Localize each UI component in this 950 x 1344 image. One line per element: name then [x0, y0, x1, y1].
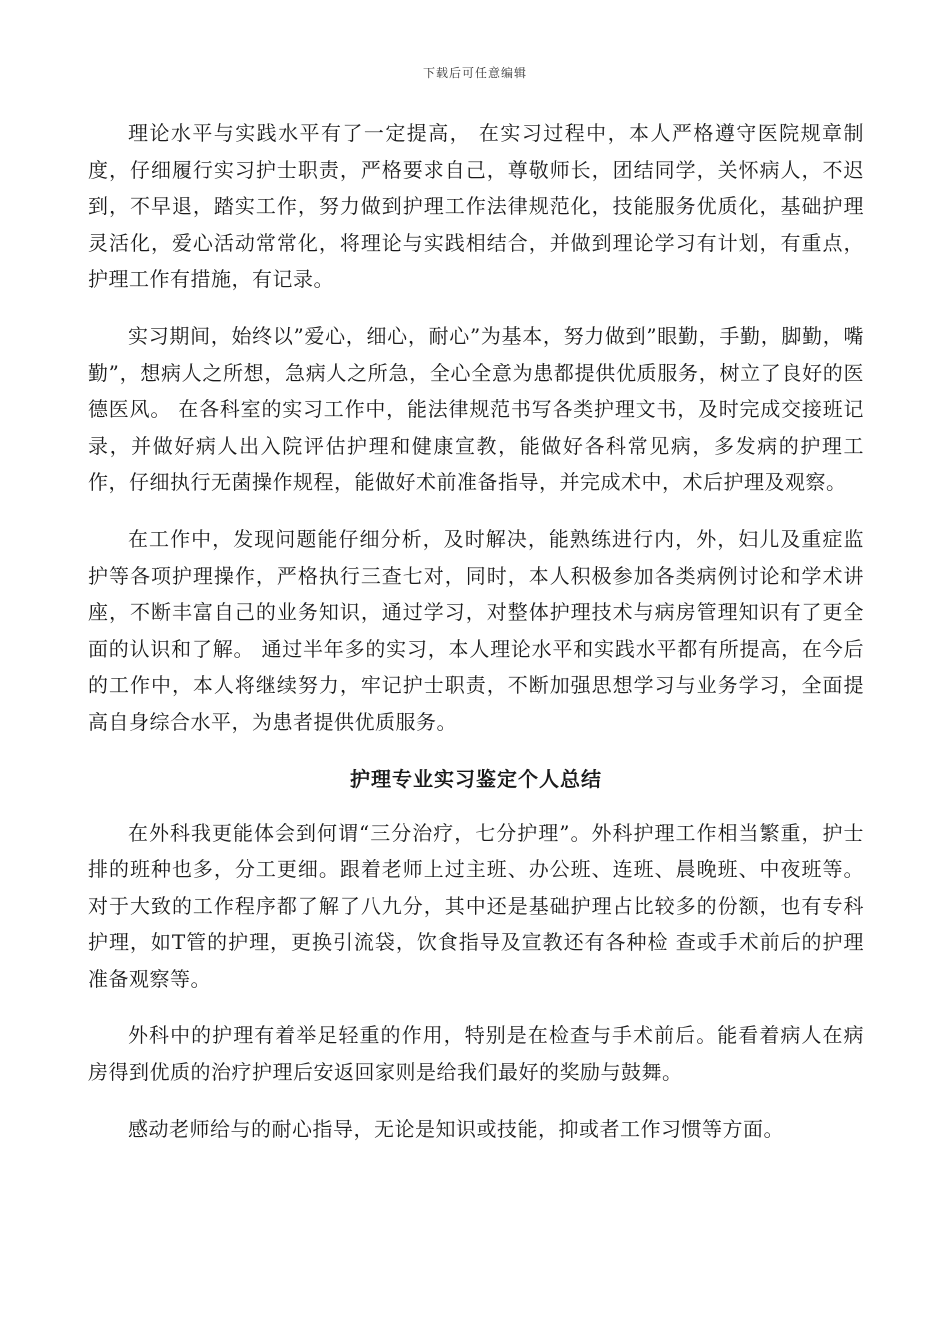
- header-note: 下载后可任意编辑: [422, 66, 527, 80]
- paragraph-2: 实习期间，始终以”爱心，细心，耐心”为基本，努力做到”眼勤，手勤，脚勤，嘴勤”，想病人之所想，急病人之所急，全心全意为患都提供优质服务，树立了良好的医德医风。 在各科室的实习工作中，能法律规范书写各类护理文书，及时完成交接班记录，并做好病人出入院评估护理和健康宣教，能做好各科常见病，多发病的护理工作，仔细执行无菌操作规程，能做好术前准备指导，并完成术中，术后护理及观察。: [88, 323, 864, 495]
- paragraph-1: 理论水平与实践水平有了一定提高， 在实习过程中，本人严格遵守医院规章制度，仔细履行实习护士职责，严格要求自己，尊敬师长，团结同学，关怀病人，不迟到，不早退，踏实工作，努力做到护理工作法律规范化，技能服务优质化，基础护理灵活化，爱心活动常常化，将理论与实践相结合，并做到理论学习有计划，有重点，护理工作有措施，有记录。: [88, 121, 864, 292]
- section-paragraph-3: 感动老师给与的耐心指导，无论是知识或技能，抑或者工作习惯等方面。: [128, 1116, 784, 1141]
- section-paragraph-1: 在外科我更能体会到何谓“三分治疗，七分护理”。外科护理工作相当繁重，护士排的班种也多，分工更细。跟着老师上过主班、办公班、连班、晨晚班、中夜班等。对于大致的工作程序都了解了八九分，其中还是基础护理占比较多的份额，也有专科护理，如T管的护理，更换引流袋，饮食指导及宣教还有各种检 查或手术前后的护理准备观察等。: [88, 820, 864, 991]
- section-paragraph-2: 外科中的护理有着举足轻重的作用，特别是在检查与手术前后。能看着病人在病房得到优质的治疗护理后安返回家则是给我们最好的奖励与鼓舞。: [88, 1023, 864, 1085]
- section-title: 护理专业实习鉴定个人总结: [350, 766, 602, 791]
- document-body: [88, 115, 864, 1147]
- paragraph-3: 在工作中，发现问题能仔细分析，及时解决，能熟练进行内，外，妇儿及重症监护等各项护理操作，严格执行三查七对，同时，本人积极参加各类病例讨论和学术讲座，不断丰富自己的业务知识，通过学习，对整体护理技术与病房管理知识有了更全面的认识和了解。 通过半年多的实习，本人理论水平和实践水平都有所提高，在今后的工作中，本人将继续努力，牢记护士职责，不断加强思想学习与业务学习，全面提高自身综合水平，为患者提供优质服务。: [88, 526, 864, 734]
